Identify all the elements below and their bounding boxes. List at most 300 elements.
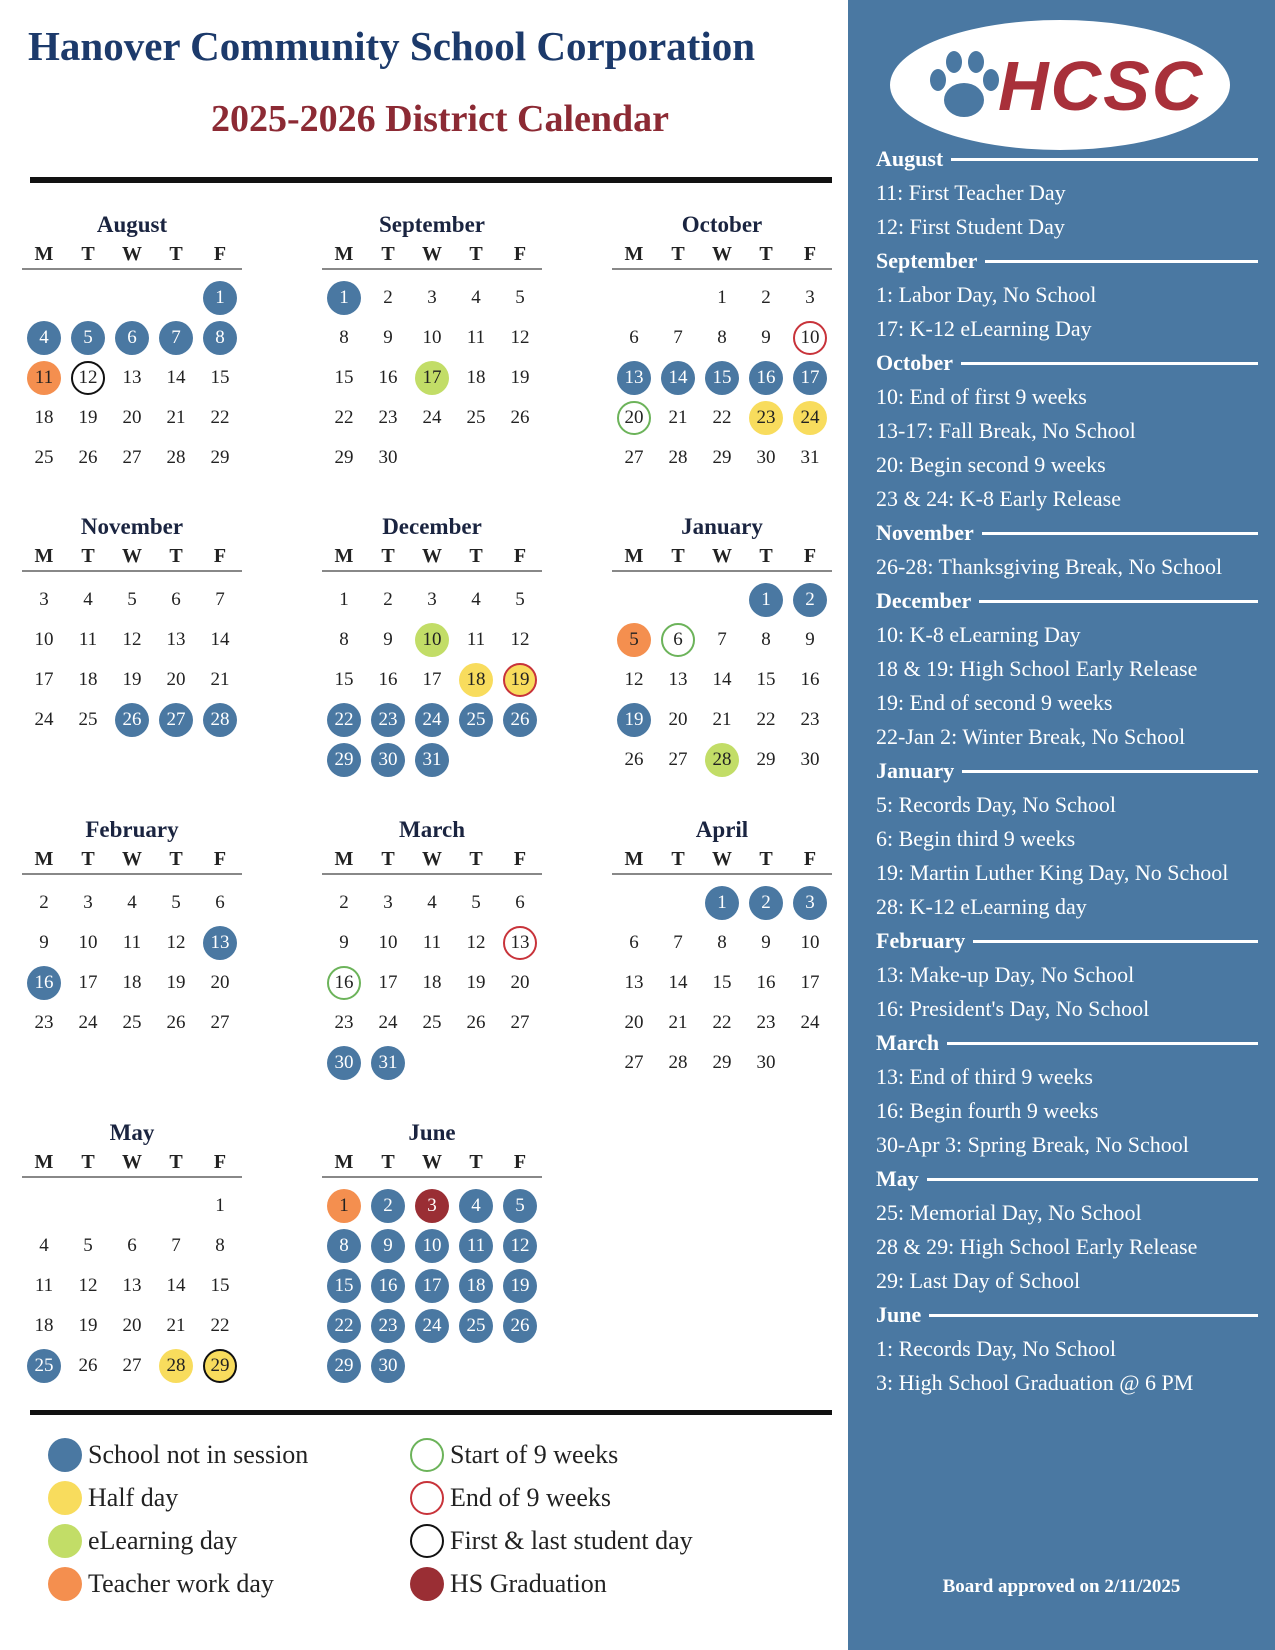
day-cell (22, 700, 66, 740)
day-cell (198, 883, 242, 923)
legend-swatch (410, 1524, 444, 1558)
day-cell (454, 883, 498, 923)
day-cell (410, 398, 454, 438)
event-item: 17: K-12 eLearning Day (876, 316, 1092, 341)
day-number: 25 (466, 407, 486, 428)
day-cell (498, 1226, 542, 1266)
day-cell (410, 700, 454, 740)
day-cell (154, 923, 198, 963)
day-cell (454, 620, 498, 660)
day-cell (322, 740, 366, 780)
event-item: 29: Last Day of School (876, 1268, 1081, 1293)
day-cell (656, 923, 700, 963)
day-cell (66, 580, 110, 620)
month-january (612, 512, 832, 780)
event-month-header (876, 516, 1258, 550)
day-cell (744, 660, 788, 700)
day-number: 2 (339, 892, 349, 913)
day-number: 13 (203, 926, 237, 960)
day-cell (788, 358, 832, 398)
day-number: 6 (171, 589, 181, 610)
legend-item-off (48, 1438, 308, 1472)
day-cell (366, 398, 410, 438)
day-cell (410, 278, 454, 318)
week-row (612, 438, 832, 478)
day-cell (110, 923, 154, 963)
day-number: 6 (629, 932, 639, 953)
weekday-label: M (34, 545, 54, 567)
day-number: 23 (378, 407, 398, 428)
week-row (612, 660, 832, 700)
day-cell (744, 318, 788, 358)
day-cell (322, 358, 366, 398)
event-item: 30-Apr 3: Spring Break, No School (876, 1132, 1189, 1157)
day-cell (612, 700, 656, 740)
day-number: 12 (510, 327, 530, 348)
day-cell (612, 963, 656, 1003)
week-row (322, 1186, 542, 1226)
event-item: 19: End of second 9 weeks (876, 690, 1113, 715)
month-name: April (695, 817, 749, 842)
day-number: 29 (327, 743, 361, 777)
day-cell (788, 278, 832, 318)
day-cell (366, 278, 410, 318)
event-month-header (876, 142, 1258, 176)
day-number: 6 (515, 892, 525, 913)
day-number: 20 (624, 1012, 644, 1033)
day-cell (498, 660, 542, 700)
event-month-header (876, 584, 1258, 618)
legend-item-end (410, 1481, 611, 1515)
day-number: 15 (334, 367, 354, 388)
day-cell (66, 883, 110, 923)
weekday-label: T (81, 243, 95, 265)
weekday-label: T (759, 545, 773, 567)
day-cell (656, 700, 700, 740)
weekday-label: T (381, 243, 395, 265)
day-number: 15 (705, 361, 739, 395)
day-cell (66, 438, 110, 478)
week-row (322, 438, 542, 478)
event-month-divider (947, 1042, 1258, 1045)
day-cell (788, 620, 832, 660)
day-cell (110, 318, 154, 358)
day-cell (322, 700, 366, 740)
week-row (322, 358, 542, 398)
day-number: 25 (459, 703, 493, 737)
hcsc-logo (890, 20, 1230, 150)
day-cell (612, 358, 656, 398)
weekday-label: M (34, 1151, 54, 1173)
day-cell (498, 1186, 542, 1226)
day-number: 6 (127, 1235, 137, 1256)
day-cell (110, 1346, 154, 1386)
day-number: 24 (800, 1012, 820, 1033)
day-number: 30 (756, 1052, 776, 1073)
event-month-divider (961, 362, 1258, 365)
day-number: 17 (422, 669, 442, 690)
day-number: 22 (327, 1309, 361, 1343)
day-number: 5 (515, 287, 525, 308)
month-october (612, 210, 832, 478)
day-number: 23 (371, 703, 405, 737)
day-cell (22, 1226, 66, 1266)
day-cell (700, 580, 744, 620)
day-cell (498, 883, 542, 923)
day-number: 25 (459, 1309, 493, 1343)
day-cell (744, 398, 788, 438)
legend-label: School not in session (88, 1440, 309, 1469)
day-cell (66, 1266, 110, 1306)
day-cell (322, 398, 366, 438)
day-number: 5 (617, 623, 651, 657)
day-cell (612, 438, 656, 478)
day-number: 22 (210, 407, 230, 428)
day-number: 24 (415, 1309, 449, 1343)
day-cell (498, 318, 542, 358)
event-month-name: November (876, 520, 974, 545)
event-item: 19: Martin Luther King Day, No School (876, 860, 1229, 885)
month-name: October (681, 212, 763, 237)
week-row (22, 1266, 242, 1306)
weekday-header (322, 1148, 542, 1178)
day-cell (154, 1186, 198, 1226)
day-number: 4 (39, 1235, 49, 1256)
day-cell (22, 620, 66, 660)
day-cell (322, 1266, 366, 1306)
day-number: 25 (422, 1012, 442, 1033)
day-cell (612, 398, 656, 438)
day-number: 30 (327, 1046, 361, 1080)
day-number: 16 (749, 361, 783, 395)
day-cell (656, 358, 700, 398)
weekday-label: W (122, 545, 142, 567)
day-cell (366, 438, 410, 478)
day-number: 29 (756, 749, 776, 770)
legend-label: End of 9 weeks (450, 1483, 612, 1512)
weekday-label: T (759, 848, 773, 870)
day-cell (66, 398, 110, 438)
day-number: 15 (712, 972, 732, 993)
weekday-label: T (671, 848, 685, 870)
weekday-label: T (81, 545, 95, 567)
weekday-header (322, 542, 542, 572)
day-cell (700, 740, 744, 780)
weekday-label: T (759, 243, 773, 265)
day-number: 27 (159, 703, 193, 737)
month-name: June (408, 1120, 456, 1145)
legend-swatch (48, 1567, 82, 1601)
day-cell (322, 923, 366, 963)
day-cell (110, 660, 154, 700)
day-number: 29 (327, 1349, 361, 1383)
month-september (322, 210, 542, 478)
weekday-label: T (381, 848, 395, 870)
day-number: 1 (327, 281, 361, 315)
day-cell (410, 438, 454, 478)
day-number: 21 (166, 407, 186, 428)
day-cell (198, 1186, 242, 1226)
day-cell (322, 1306, 366, 1346)
day-cell (110, 398, 154, 438)
day-cell (454, 1226, 498, 1266)
day-cell (22, 438, 66, 478)
day-number: 21 (210, 669, 230, 690)
day-cell (198, 580, 242, 620)
day-cell (110, 1226, 154, 1266)
event-month-header (876, 1162, 1258, 1196)
day-cell (22, 1186, 66, 1226)
day-number: 13 (617, 361, 651, 395)
month-name: August (96, 212, 168, 237)
day-cell (366, 883, 410, 923)
day-cell (700, 1003, 744, 1043)
day-number: 16 (800, 669, 820, 690)
day-cell (612, 620, 656, 660)
day-number: 2 (371, 1189, 405, 1223)
day-number: 16 (756, 972, 776, 993)
day-cell (498, 398, 542, 438)
day-cell (788, 923, 832, 963)
day-number: 29 (712, 1052, 732, 1073)
day-number: 14 (166, 367, 186, 388)
event-item: 13: End of third 9 weeks (876, 1064, 1093, 1089)
event-month-header (876, 244, 1258, 278)
day-cell (454, 963, 498, 1003)
legend-swatch (410, 1438, 444, 1472)
day-cell (410, 740, 454, 780)
legend-label: First & last student day (450, 1526, 693, 1555)
day-cell (198, 1346, 242, 1386)
day-cell (744, 278, 788, 318)
legend-swatch (48, 1481, 82, 1515)
day-number: 12 (466, 932, 486, 953)
day-number: 11 (466, 327, 486, 348)
day-number: 14 (712, 669, 732, 690)
event-item: 26-28: Thanksgiving Break, No School (876, 554, 1223, 579)
day-number: 18 (34, 407, 54, 428)
weekday-label: T (469, 243, 483, 265)
day-number: 12 (510, 629, 530, 650)
day-cell (22, 318, 66, 358)
week-row (322, 1306, 542, 1346)
day-cell (22, 278, 66, 318)
day-number: 3 (793, 886, 827, 920)
week-row (322, 1003, 542, 1043)
day-cell (656, 318, 700, 358)
week-row (22, 700, 242, 740)
legend-item-half (48, 1481, 178, 1515)
weekday-label: F (513, 243, 527, 265)
day-number: 19 (466, 972, 486, 993)
day-number: 3 (427, 287, 437, 308)
week-row (322, 1043, 542, 1083)
day-cell (66, 1346, 110, 1386)
weekday-header (322, 240, 542, 270)
week-row (322, 1226, 542, 1266)
day-number: 24 (793, 401, 827, 435)
day-number: 14 (166, 1275, 186, 1296)
day-cell (154, 580, 198, 620)
day-cell (154, 1226, 198, 1266)
day-cell (700, 660, 744, 700)
day-number: 28 (668, 447, 688, 468)
day-cell (66, 1003, 110, 1043)
day-cell (198, 438, 242, 478)
day-number: 15 (334, 669, 354, 690)
day-cell (498, 1266, 542, 1306)
day-cell (366, 1306, 410, 1346)
day-cell (198, 398, 242, 438)
week-row (322, 963, 542, 1003)
day-cell (410, 1226, 454, 1266)
day-number: 13 (503, 926, 537, 960)
day-cell (66, 660, 110, 700)
day-number: 8 (717, 327, 727, 348)
day-number: 10 (793, 321, 827, 355)
day-number: 2 (383, 287, 393, 308)
day-cell (788, 963, 832, 1003)
day-cell (656, 660, 700, 700)
event-item: 12: First Student Day (876, 214, 1065, 239)
day-cell (322, 1226, 366, 1266)
day-cell (454, 318, 498, 358)
day-number: 20 (122, 407, 142, 428)
day-cell (700, 620, 744, 660)
event-month-name: February (876, 928, 966, 953)
weekday-label: M (624, 545, 644, 567)
day-cell (66, 358, 110, 398)
day-cell (110, 620, 154, 660)
week-row (612, 358, 832, 398)
event-month-name: June (876, 1302, 922, 1327)
day-number: 9 (383, 327, 393, 348)
day-cell (498, 278, 542, 318)
day-cell (700, 398, 744, 438)
day-cell (198, 660, 242, 700)
event-month-name: January (876, 758, 955, 783)
day-cell (656, 1043, 700, 1083)
legend-item-teacher (48, 1567, 274, 1601)
day-cell (410, 318, 454, 358)
month-name: December (382, 514, 482, 539)
weekday-label: T (381, 545, 395, 567)
events-list (876, 142, 1258, 1400)
day-cell (22, 580, 66, 620)
day-number: 2 (383, 589, 393, 610)
week-row (322, 740, 542, 780)
day-number: 26 (115, 703, 149, 737)
event-item: 13-17: Fall Break, No School (876, 418, 1136, 443)
day-cell (744, 580, 788, 620)
day-cell (198, 1266, 242, 1306)
week-row (612, 740, 832, 780)
day-number: 17 (378, 972, 398, 993)
event-item: 16: President's Day, No School (876, 996, 1150, 1021)
day-number: 28 (166, 447, 186, 468)
day-number: 20 (166, 669, 186, 690)
day-cell (22, 963, 66, 1003)
event-item: 10: K-8 eLearning Day (876, 622, 1081, 647)
day-cell (410, 660, 454, 700)
week-row (612, 620, 832, 660)
day-cell (744, 438, 788, 478)
legend-swatch (410, 1481, 444, 1515)
day-number: 1 (717, 287, 727, 308)
day-number: 15 (210, 1275, 230, 1296)
day-number: 9 (761, 932, 771, 953)
weekday-label: F (213, 1151, 227, 1173)
week-row (22, 963, 242, 1003)
day-number: 30 (800, 749, 820, 770)
week-row (22, 883, 242, 923)
day-number: 12 (78, 1275, 98, 1296)
day-cell (198, 1306, 242, 1346)
day-number: 30 (756, 447, 776, 468)
day-number: 5 (127, 589, 137, 610)
day-cell (454, 1043, 498, 1083)
weekday-label: T (671, 545, 685, 567)
weekday-label: F (513, 848, 527, 870)
day-cell (154, 883, 198, 923)
day-number: 29 (203, 1349, 237, 1383)
day-cell (656, 580, 700, 620)
day-cell (454, 1306, 498, 1346)
weekday-label: T (169, 545, 183, 567)
day-number: 19 (78, 1315, 98, 1336)
day-cell (322, 1186, 366, 1226)
day-cell (366, 1266, 410, 1306)
day-number: 28 (159, 1349, 193, 1383)
day-cell (198, 278, 242, 318)
day-cell (366, 580, 410, 620)
day-cell (612, 580, 656, 620)
day-number: 21 (166, 1315, 186, 1336)
day-cell (744, 740, 788, 780)
day-cell (700, 278, 744, 318)
day-number: 6 (215, 892, 225, 913)
weekday-label: W (122, 243, 142, 265)
weekday-label: T (469, 545, 483, 567)
day-cell (66, 1226, 110, 1266)
day-cell (656, 740, 700, 780)
month-december (322, 512, 542, 780)
week-row (612, 580, 832, 620)
day-cell (700, 923, 744, 963)
day-number: 29 (712, 447, 732, 468)
day-number: 10 (800, 932, 820, 953)
day-number: 12 (624, 669, 644, 690)
day-cell (744, 700, 788, 740)
day-cell (154, 660, 198, 700)
day-number: 5 (503, 1189, 537, 1223)
weekday-label: M (334, 1151, 354, 1173)
day-number: 13 (624, 972, 644, 993)
day-number: 29 (210, 447, 230, 468)
day-number: 21 (668, 407, 688, 428)
day-number: 24 (422, 407, 442, 428)
day-number: 22 (756, 709, 776, 730)
day-number: 18 (459, 663, 493, 697)
day-number: 13 (122, 367, 142, 388)
day-number: 16 (378, 669, 398, 690)
day-cell (322, 1346, 366, 1386)
day-cell (366, 740, 410, 780)
day-cell (656, 278, 700, 318)
day-number: 11 (122, 932, 142, 953)
day-cell (410, 580, 454, 620)
day-cell (22, 1266, 66, 1306)
